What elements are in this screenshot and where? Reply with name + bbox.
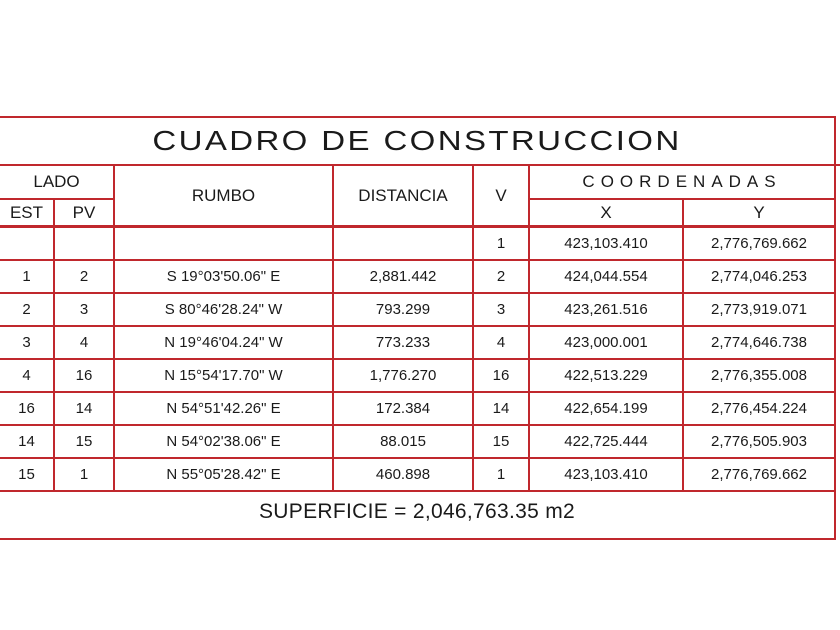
- cell-x: 424,044.554: [529, 260, 683, 293]
- cell-rumbo: N 15°54'17.70" W: [114, 359, 333, 392]
- cell-est: 1: [0, 260, 54, 293]
- cell-rumbo: N 55°05'28.42" E: [114, 458, 333, 491]
- header-pv: PV: [54, 199, 114, 227]
- cell-pv: 16: [54, 359, 114, 392]
- cell-rumbo: N 19°46'04.24" W: [114, 326, 333, 359]
- cell-v: 1: [473, 227, 529, 261]
- table-row: [0, 326, 834, 359]
- cell-rumbo: N 54°51'42.26" E: [114, 392, 333, 425]
- cell-distancia: 88.015: [333, 425, 473, 458]
- table-row: [0, 227, 834, 261]
- cell-y: 2,776,769.662: [683, 227, 834, 261]
- cell-y: 2,776,355.008: [683, 359, 834, 392]
- header-y: Y: [683, 199, 834, 227]
- header-v: V: [473, 166, 529, 227]
- cell-x: 423,000.001: [529, 326, 683, 359]
- cell-est: 2: [0, 293, 54, 326]
- header-x: X: [529, 199, 683, 227]
- cell-y: 2,774,646.738: [683, 326, 834, 359]
- cell-est: 3: [0, 326, 54, 359]
- cell-x: 422,725.444: [529, 425, 683, 458]
- cell-x: 423,103.410: [529, 227, 683, 261]
- cell-distancia: 2,881.442: [333, 260, 473, 293]
- cell-rumbo: N 54°02'38.06" E: [114, 425, 333, 458]
- cell-distancia: 172.384: [333, 392, 473, 425]
- construction-table: [0, 166, 834, 492]
- cell-est: 14: [0, 425, 54, 458]
- cell-rumbo: S 19°03'50.06" E: [114, 260, 333, 293]
- cell-v: 4: [473, 326, 529, 359]
- cell-v: 2: [473, 260, 529, 293]
- cell-x: 423,261.516: [529, 293, 683, 326]
- cell-distancia: 793.299: [333, 293, 473, 326]
- cell-pv: 3: [54, 293, 114, 326]
- table-row: [0, 392, 834, 425]
- cell-rumbo: S 80°46'28.24" W: [114, 293, 333, 326]
- table-title: [0, 118, 840, 166]
- cell-v: 14: [473, 392, 529, 425]
- table-row: [0, 359, 834, 392]
- cell-v: 15: [473, 425, 529, 458]
- cell-y: 2,774,046.253: [683, 260, 834, 293]
- cell-x: 422,513.229: [529, 359, 683, 392]
- cell-distancia: 773.233: [333, 326, 473, 359]
- header-est: EST: [0, 199, 54, 227]
- cell-pv: 1: [54, 458, 114, 491]
- header-coordenadas: COORDENADAS: [582, 172, 782, 191]
- cell-x: 422,654.199: [529, 392, 683, 425]
- cell-v: 16: [473, 359, 529, 392]
- cell-distancia: 1,776.270: [333, 359, 473, 392]
- cell-v: 3: [473, 293, 529, 326]
- header-distancia: DISTANCIA: [333, 166, 473, 227]
- construction-table-frame: [0, 116, 836, 540]
- cell-pv: 2: [54, 260, 114, 293]
- cell-est: 4: [0, 359, 54, 392]
- cell-est: 15: [0, 458, 54, 491]
- cell-pv: 14: [54, 392, 114, 425]
- superficie-total: SUPERFICIE = 2,046,763.35 m2: [259, 500, 575, 523]
- cell-pv: 15: [54, 425, 114, 458]
- table-row: [0, 425, 834, 458]
- table-row: [0, 260, 834, 293]
- cell-y: 2,776,769.662: [683, 458, 834, 491]
- cell-pv: 4: [54, 326, 114, 359]
- cell-rumbo: [114, 227, 333, 261]
- cell-pv: [54, 227, 114, 261]
- cell-x: 423,103.410: [529, 458, 683, 491]
- header-rumbo: RUMBO: [114, 166, 333, 227]
- cell-distancia: [333, 227, 473, 261]
- cell-v: 1: [473, 458, 529, 491]
- cell-y: 2,776,505.903: [683, 425, 834, 458]
- cell-est: [0, 227, 54, 261]
- cell-est: 16: [0, 392, 54, 425]
- header-lado: LADO: [0, 166, 114, 199]
- header-row-1: [0, 166, 834, 199]
- table-title-text: CUADRO DE CONSTRUCCION: [152, 125, 682, 156]
- cell-y: 2,773,919.071: [683, 293, 834, 326]
- cell-distancia: 460.898: [333, 458, 473, 491]
- table-row: [0, 293, 834, 326]
- cell-y: 2,776,454.224: [683, 392, 834, 425]
